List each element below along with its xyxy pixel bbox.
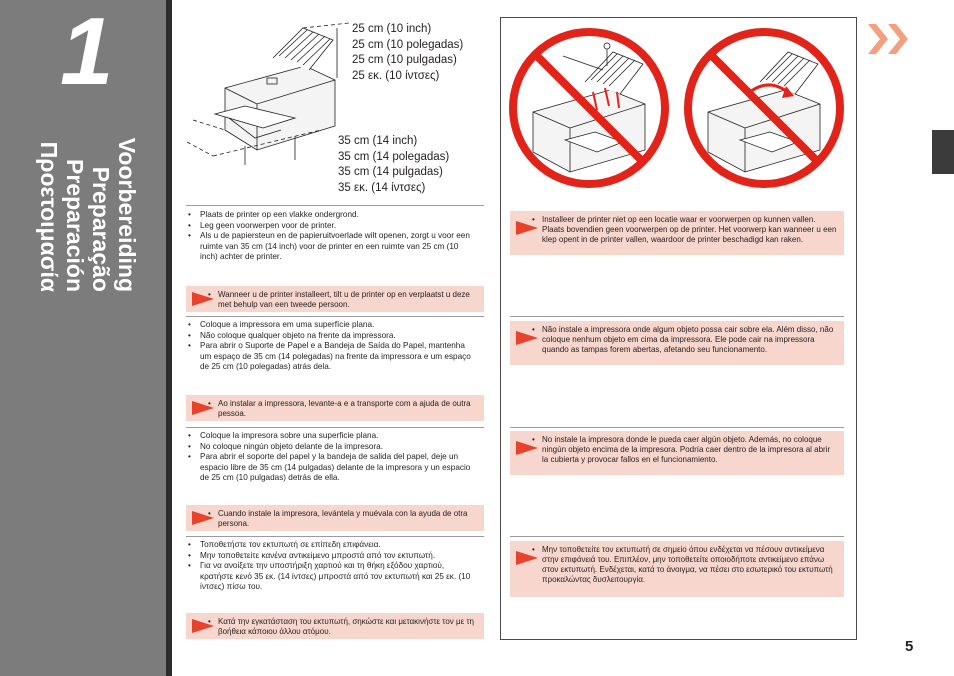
list-item: • Não coloque qualquer objeto na frente da impressora.: [186, 331, 476, 342]
caution-box: • Cuando instale la impresora, levántela y muévala con la ayuda de otra persona.: [186, 505, 484, 531]
sidebar: [0, 0, 166, 676]
section-dutch-bullets: [186, 210, 476, 263]
caution-text: Cuando instale la impresora, levántela y muévala con la ayuda de otra persona.: [218, 509, 468, 528]
section-spanish-bullets: [186, 431, 476, 484]
title-dutch: Voorbereiding: [114, 137, 140, 292]
list-item: • Plaats de printer op een vlakke ondergrond.: [186, 210, 476, 221]
list-item: • Para abrir o Suporte de Papel e a Bandeja de Saída do Papel, mantenha um espaço de 35 cm (14 polegadas) na frente da impressora e um espaço de 25 cm (10 polegadas) atrás dela.: [186, 341, 476, 373]
caution-box: • Μην τοποθετείτε τον εκτυπωτή σε σημείο όπου ενδέχεται να πέσουν αντικείμενα στην επιφάνειά του. Επιπλέον, μην τοποθετείτε οποιοδήποτε αντικείμενο επάνω στον εκτυπωτή. Ενδέχεται, κατά το άνοιγμα, να πέσει στο εσωτερικό του εκτυπωτή προκαλώντας δυσλειτουργία.: [510, 541, 844, 597]
title-spanish: Preparación: [62, 159, 88, 292]
title-greek: Προετοιμασία: [36, 141, 62, 292]
caution-text: Μην τοποθετείτε τον εκτυπωτή σε σημείο όπου ενδέχεται να πέσουν αντικείμενα στην επιφάνειά του. Επιπλέον, μην τοποθετείτε οποιοδήποτε αντικείμενο επάνω στον εκτυπωτή. Ενδέχεται, κατά το άνοιγμα, να πέσει στο εσωτερικό του εκτυπωτή προκαλώντας δυσλειτουργία.: [542, 545, 833, 584]
caution-box: • Ao instalar a impressora, levante-a e a transporte com a ajuda de outra pessoa.: [186, 395, 484, 421]
printer-clearance-illustration: [185, 18, 355, 168]
section-divider: [186, 205, 484, 206]
list-item: • Μην τοποθετείτε κανένα αντικείμενο μπροστά από τον εκτυπωτή.: [186, 551, 476, 562]
front-clearance-labels: 35 cm (14 inch) 35 cm (14 polegadas) 35 cm (14 pulgadas) 35 εκ. (14 ίντσες): [338, 135, 450, 194]
list-item: • Τοποθετήστε τον εκτυπωτή σε επίπεδη επιφάνεια.: [186, 540, 476, 551]
section-tab-marker: [932, 130, 954, 174]
caution-text: Ao instalar a impressora, levante-a e a transporte com a ajuda de outra pessoa.: [218, 399, 471, 418]
section-portuguese-bullets: [186, 320, 476, 373]
caution-box: • No instale la impresora donde le pueda caer algún objeto. Además, no coloque ningún objeto encima de la impresora. Podría caer dentro de la impresora al abrir la cubierta y provocar fallos en el funcionamiento.: [510, 431, 844, 475]
section-divider: [186, 427, 484, 428]
section-divider: [510, 316, 844, 317]
list-item: • Coloque la impresora sobre una superficie plana.: [186, 431, 476, 442]
page-number: 5: [905, 638, 914, 655]
section-divider: [186, 316, 484, 317]
list-item: • Coloque a impressora em uma superfície plana.: [186, 320, 476, 331]
prohibited-open-cover-illustration: [680, 22, 850, 192]
caution-box: • Κατά την εγκατάσταση του εκτυπωτή, σηκώστε και μετακινήστε τον με τη βοήθεια κάποιου άλλου ατόμου.: [186, 613, 484, 639]
section-divider: [186, 536, 484, 537]
caution-text: No instale la impresora donde le pueda caer algún objeto. Además, no coloque ningún objeto encima de la impresora. Podría caer dentro de la impresora al abrir la cubierta y provocar fallos en el funcionamiento.: [542, 435, 831, 464]
caution-text: Wanneer u de printer installeert, tilt u de printer op en verplaatst u deze met behulp van een tweede persoon.: [218, 290, 470, 309]
caution-box: • Wanneer u de printer installeert, tilt u de printer op en verplaatst u deze met behulp van een tweede persoon.: [186, 286, 484, 312]
list-item: • No coloque ningún objeto delante de la impresora.: [186, 442, 476, 453]
caution-box: • Não instale a impressora onde algum objeto possa cair sobre ela. Além disso, não coloque nenhum objeto em cima da impressora. Ele pode cair na impressora quando as tampas forem abertas, afetando seu funcionamento.: [510, 321, 844, 365]
next-page-chevron-icon: [866, 22, 916, 56]
caution-text: Installeer de printer niet op een locatie waar er voorwerpen op kunnen vallen. Plaats bovendien geen voorwerpen op de printer. Het voorwerp kan wanneer u een klep opent in de printer vallen, waardoor de printer beschadigd kan raken.: [542, 215, 837, 244]
caution-text: Κατά την εγκατάσταση του εκτυπωτή, σηκώστε και μετακινήστε τον με τη βοήθεια κάποιου άλλου ατόμου.: [218, 617, 474, 636]
section-divider: [510, 536, 844, 537]
sidebar-edge: [166, 0, 172, 676]
list-item: • Para abrir el soporte del papel y la bandeja de salida del papel, deje un espacio libre de 35 cm (14 pulgadas) delante de la impresora y un espacio de 25 cm (10 pulgadas) detrás de ella.: [186, 452, 476, 484]
caution-box: • Installeer de printer niet op een locatie waar er voorwerpen op kunnen vallen. Plaats bovendien geen voorwerpen op de printer. Het voorwerp kan wanneer u een klep opent in de printer vallen, waardoor de printer beschadigd kan raken.: [510, 211, 844, 255]
list-item: • Als u de papiersteun en de papieruitvoerlade wilt openen, zorgt u voor een ruimte van 35 cm (14 inch) voor de printer en een ruimte van 25 cm (10 inch) achter de printer.: [186, 231, 476, 263]
list-item: • Για να ανοίξετε την υποστήριξη χαρτιού και τη θήκη εξόδου χαρτιού, κρατήστε κενό 35 εκ. (14 ίντσες) μπροστά από τον εκτυπωτή και 25 εκ. (10 ίντσες) πίσω του.: [186, 561, 476, 593]
section-divider: [510, 427, 844, 428]
caution-text: Não instale a impressora onde algum objeto possa cair sobre ela. Além disso, não coloque nenhum objeto em cima da impressora. Ele pode cair na impressora quando as tampas forem abertas, afetando seu funcionamento.: [542, 325, 834, 354]
list-item: • Leg geen voorwerpen voor de printer.: [186, 221, 476, 232]
prohibited-objects-on-printer-illustration: [505, 22, 675, 192]
rear-clearance-labels: 25 cm (10 inch) 25 cm (10 polegadas) 25 cm (10 pulgadas) 25 εκ. (10 ίντσες): [352, 23, 464, 82]
title-portuguese: Preparação: [88, 166, 114, 292]
step-number: 1: [60, 0, 114, 105]
sidebar-titles: [36, 92, 140, 292]
section-greek-bullets: [186, 540, 476, 593]
